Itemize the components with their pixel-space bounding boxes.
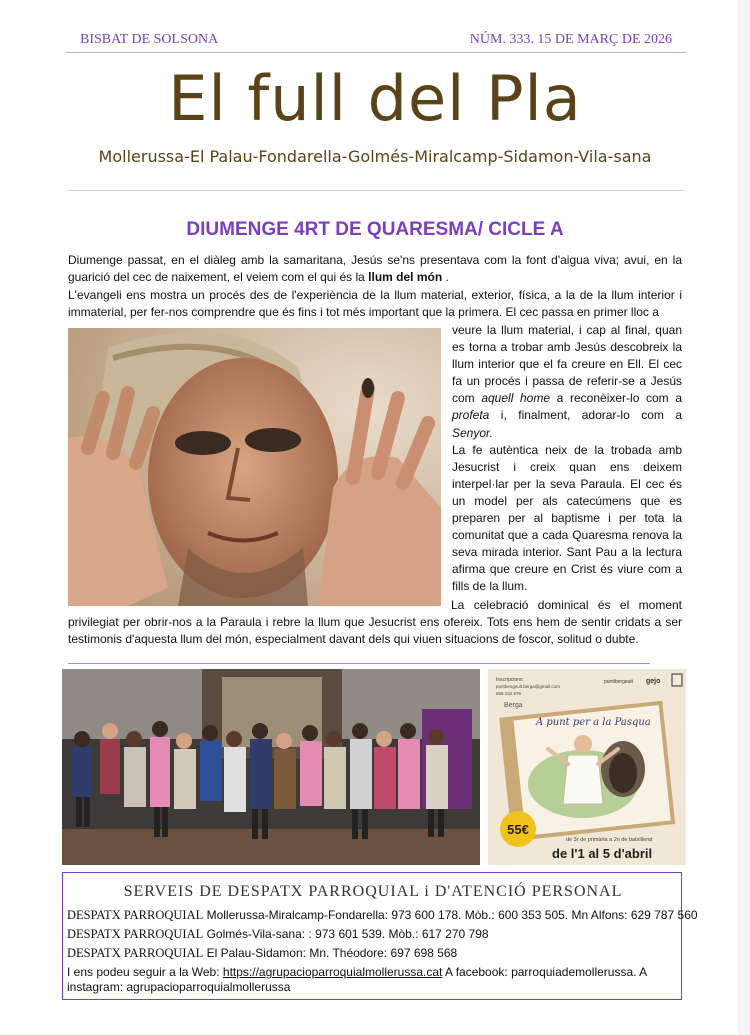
paragraph-text: La celebració dominical és el moment privilegiat per obrir-nos a la Paraula i rebre la llum que Jesucrist ens ofereix. Tots ens hem de sentir cridats a ser testimonis d'aquesta llum del món, especialment davant dels qui viuen situacions de foscor, solitud o dubte. (68, 598, 682, 646)
article-paragraph-1 (68, 252, 682, 286)
paragraph-text: veure la llum material, i cap al final, quan es torna a trobar amb Jesús descobreix la llum interior que el fa creure en Ell. El cec fa un procés i passa de referir-se a Jesús com (452, 323, 682, 406)
office-label: DESPATX PARROQUIAL (67, 927, 204, 941)
office-contact: Golmés-Vila-sana: : 973 601 539. Mòb.: 617 270 798 (203, 927, 489, 941)
office-contact: Mollerussa-Miralcamp-Fondarella: 973 600 178. Mòb.: 600 353 505. Mn Alfons: 629 787 560 (203, 908, 698, 922)
poster-email: puntbengeuit.berga@gmail.com (496, 684, 560, 689)
poster-price: 55€ (507, 822, 529, 837)
poster-dates: de l'1 al 5 d'abril (552, 846, 653, 861)
office-row-golmes (67, 927, 489, 942)
top-divider (66, 52, 686, 53)
blind-man-photo (68, 328, 441, 606)
office-label: DESPATX PARROQUIAL (67, 908, 204, 922)
article-paragraph-3 (452, 322, 682, 442)
office-row-mollerussa (67, 908, 698, 923)
poster-phone: 655 232 976 (496, 691, 522, 696)
article-paragraph-2: L'evangeli ens mostra un procés des de l'experiència de la llum material, exterior, física, a la de la llum interior i immaterial, per fer-nos comprendre que és fins i tot més important que la primera. El cec passa en primer lloc a (68, 288, 682, 319)
article-right-column (452, 322, 682, 596)
italic-text: profeta (452, 408, 490, 423)
poster-logo-2: gejo (646, 678, 661, 685)
children-group-photo (62, 669, 480, 865)
social-follow-text (67, 965, 679, 995)
article-paragraph-4: La fe autèntica neix de la trobada amb Jesucrist i creix quan ens deixem interpel·lar per la seva Paraula. El cec és un model per als catecúmens que es preparen per al baptisme i per tota la comunitat que a cada Quaresma renova la seva mirada interior. Sant Pau a la lectura afirma que creure en Crist és viure com a fills de la llum. (452, 442, 682, 594)
header-divider (66, 190, 686, 191)
section-divider (68, 663, 650, 664)
office-label: DESPATX PARROQUIAL (67, 946, 204, 960)
office-contact: El Palau-Sidamon: Mn. Théodore: 697 698 568 (203, 946, 458, 960)
poster-title: A punt per a la Pasqua (536, 717, 651, 728)
services-title: SERVEIS DE DESPATX PARROQUIAL i D'ATENCIÓ PERSONAL (123, 883, 623, 900)
parishes-subtitle: Mollerussa-El Palau-Fondarella-Golmés-Miralcamp-Sidamon-Vila-sana (98, 147, 652, 166)
paragraph-text: a reconèixer-lo com a (550, 391, 682, 406)
diocese-label: BISBAT DE SOLSONA (80, 32, 219, 47)
paragraph-text: i, finalment, adorar-lo com a (489, 408, 682, 423)
easter-camp-poster (488, 669, 686, 865)
italic-text: Senyor. (452, 425, 493, 440)
article-paragraph-5 (68, 597, 682, 648)
office-row-palau (67, 946, 457, 961)
article-headline: DIUMENGE 4RT DE QUARESMA/ CICLE A (186, 219, 564, 240)
paragraph-text: Diumenge passat, en el diàleg amb la samaritana, Jesús se'ns presentava com la font d'aigua viva; avui, en la guarició del cec de naixement, el veiem com el qui és la (68, 253, 682, 284)
italic-text: aquell home (481, 391, 551, 406)
newsletter-title: El full del Pla (168, 62, 582, 135)
issue-date: NÚM. 333. 15 DE MARÇ DE 2026 (469, 32, 672, 47)
masthead-bar (80, 32, 672, 50)
parish-services-box (62, 872, 698, 1000)
poster-audience: de 3r de primària a 2n de batxillerat (566, 837, 653, 843)
highlight-text: llum del món (368, 270, 443, 284)
website-link[interactable]: https://agrupacioparroquialmollerussa.cat (222, 965, 443, 979)
paragraph-text: . (442, 270, 449, 284)
follow-label: I ens podeu seguir a la Web: (67, 965, 223, 979)
poster-place: Berga (504, 702, 523, 709)
social-handles: A facebook: parroquiademollerussa. A instagram: agrupacioparroquialmollerussa (67, 965, 647, 994)
poster-info-label: Inscripcions: (496, 677, 524, 683)
poster-logo-1: puntibergeuit (604, 679, 633, 685)
